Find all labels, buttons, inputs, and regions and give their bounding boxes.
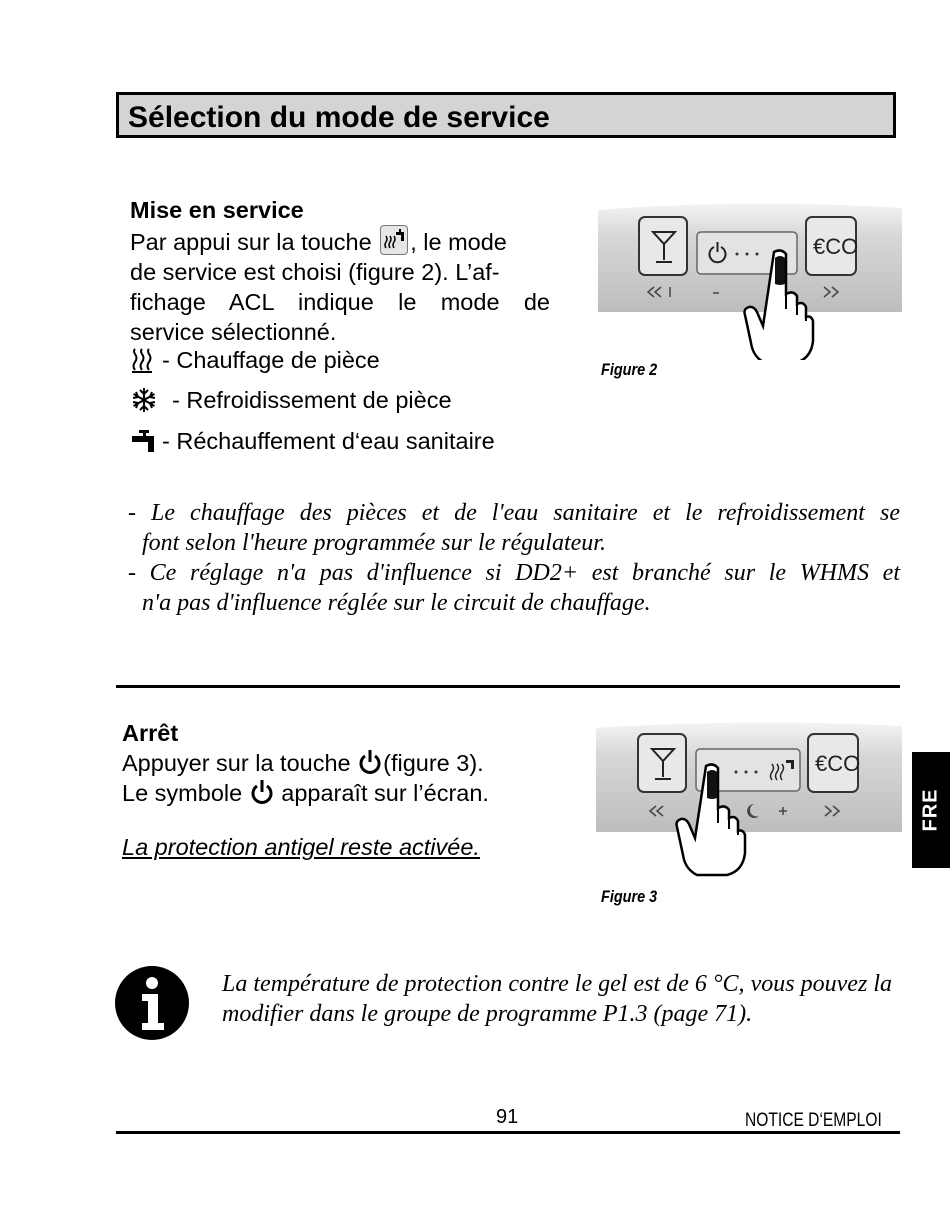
section-title: Sélection du mode de service xyxy=(128,101,550,134)
paragraph-line-2: de service est choisi (figure 2). L’af- xyxy=(130,259,500,285)
mode-label-hot-water: - Réchauffement d‘eau sanitaire xyxy=(162,428,495,454)
snowflake-icon xyxy=(130,385,172,415)
mode-button-icon xyxy=(380,225,408,255)
footer-rule xyxy=(116,1131,900,1134)
paragraph-line-1a: Par appui sur la touche xyxy=(130,229,372,255)
eco-label: €CO xyxy=(813,234,859,259)
arret-line-2 xyxy=(122,778,489,813)
eco-label-fig3: €CO xyxy=(815,751,861,776)
section-title-box xyxy=(116,92,896,138)
language-tab-label: FRE xyxy=(919,788,942,832)
footer-label: NOTICE D‘EMPLOI xyxy=(745,1110,882,1131)
power-symbol-icon xyxy=(249,778,275,813)
mise-en-service-heading: Mise en service xyxy=(130,197,304,223)
arret-heading: Arrêt xyxy=(122,720,179,746)
arret-line-1a: Appuyer sur la touche xyxy=(122,750,351,776)
mode-row-hot-water xyxy=(130,426,495,456)
arret-line-2b: apparaît sur l’écran. xyxy=(281,780,489,806)
language-tab xyxy=(912,752,950,868)
note-2-continuation: n'a pas d'influence réglée sur le circuit de chauffage. xyxy=(142,590,651,616)
mode-row-heating xyxy=(130,345,380,375)
note-1-continuation: font selon l'heure programmée sur le régulateur. xyxy=(142,530,606,556)
paragraph-line-4: service sélectionné. xyxy=(130,319,337,345)
antifreeze-note: La protection antigel reste activée. xyxy=(122,834,480,860)
arret-line-2a: Le symbole xyxy=(122,780,243,806)
paragraph-line-3: fichage ACL indique le mode de xyxy=(130,289,550,315)
figure-2-control-panel xyxy=(598,200,902,360)
tap-icon xyxy=(130,426,162,456)
mode-label-cooling: - Refroidissement de pièce xyxy=(172,387,452,413)
info-icon xyxy=(114,965,190,1041)
section-divider xyxy=(116,685,900,688)
mode-label-heating: - Chauffage de pièce xyxy=(162,347,380,373)
page-number: 91 xyxy=(496,1106,519,1128)
figure-3-caption: Figure 3 xyxy=(601,887,658,906)
note-1-line: - Le chauffage des pièces et de l'eau sanitaire et le refroidissement se xyxy=(128,500,900,526)
heating-icon xyxy=(130,345,162,375)
mode-row-cooling xyxy=(130,385,452,415)
note-2-line: - Ce réglage n'a pas d'influence si DD2+ est branché sur le WHMS et xyxy=(128,560,900,586)
paragraph-line-1b: , le mode xyxy=(410,229,507,255)
info-note-text: La température de protection contre le gel est de 6 °C, vous pouvez la modifier dans le groupe de programme P1.3 (page 71). xyxy=(222,971,892,1027)
figure-2-caption: Figure 2 xyxy=(601,360,658,379)
figure-3-control-panel xyxy=(596,720,902,880)
mise-en-service-paragraph xyxy=(130,225,550,347)
arret-line-1b: (figure 3). xyxy=(383,750,484,776)
notes-block xyxy=(128,498,900,618)
